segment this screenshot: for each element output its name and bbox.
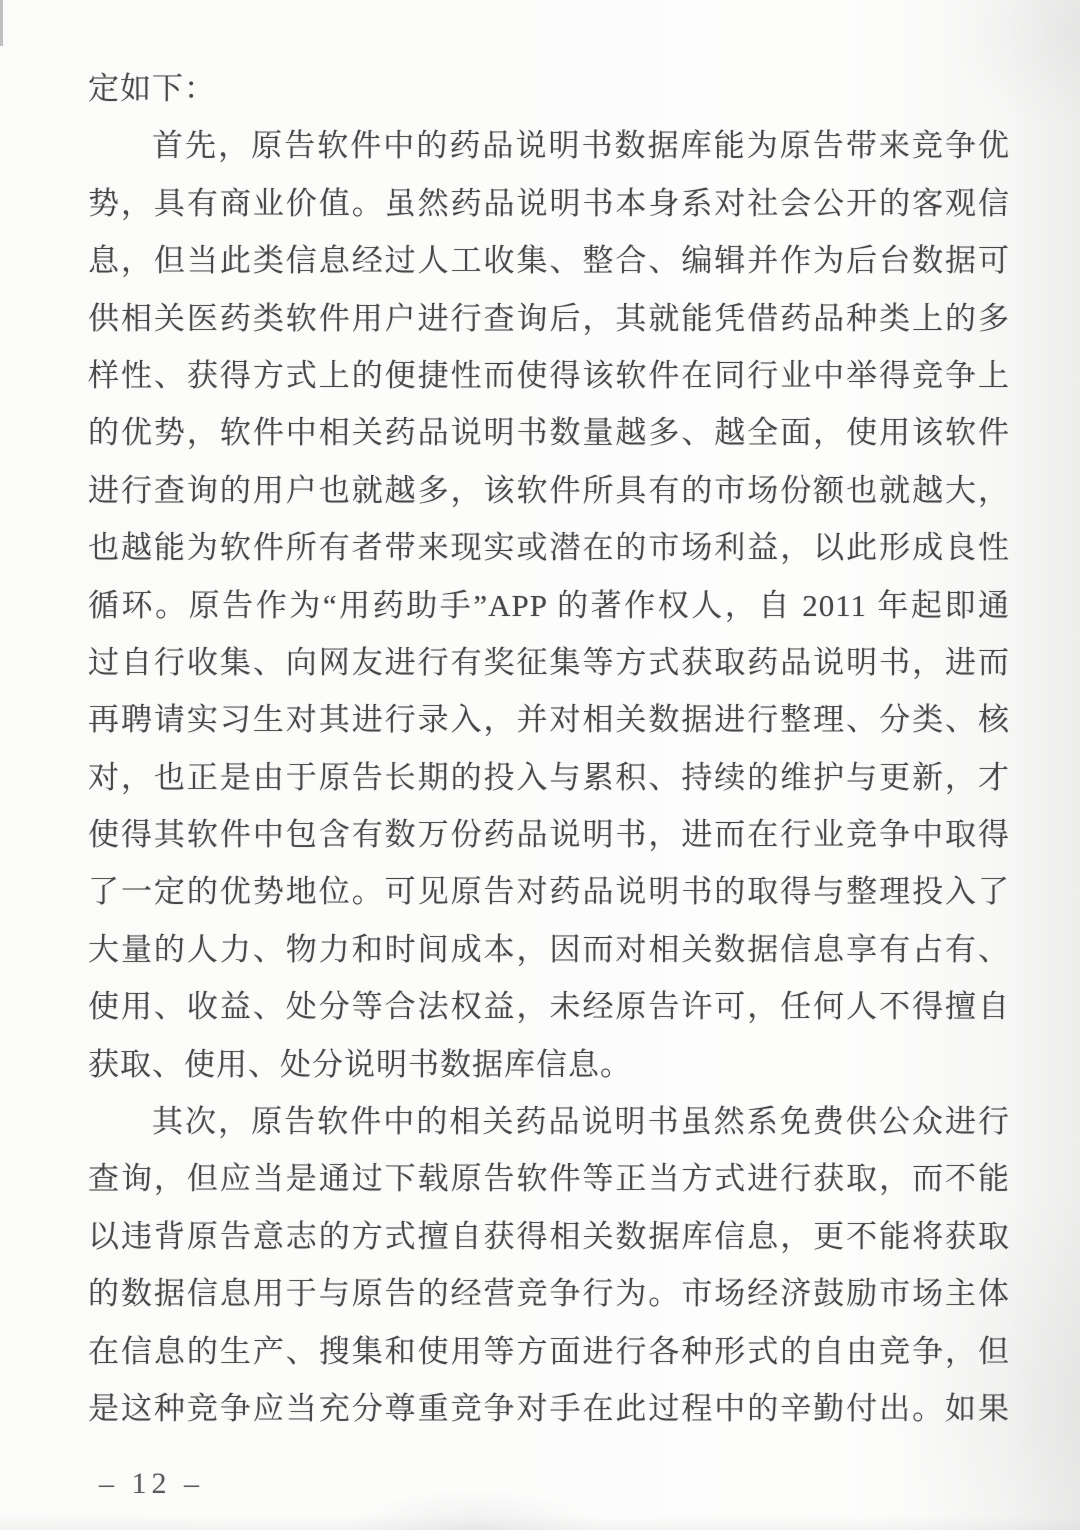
scan-edge-artifact bbox=[0, 0, 3, 46]
text-line: 大量的人力、物力和时间成本，因而对相关数据信息享有占有、 bbox=[88, 931, 1010, 967]
text-line: 使用、收益、处分等合法权益，未经原告许可，任何人不得擅自 bbox=[88, 989, 1010, 1025]
text-line: 在信息的生产、搜集和使用等方面进行各种形式的自由竞争，但 bbox=[88, 1333, 1010, 1369]
text-line: 查询，但应当是通过下载原告软件等正当方式进行获取，而不能 bbox=[88, 1161, 1010, 1197]
text-line: 定如下： bbox=[88, 71, 216, 106]
text-line: 的优势，软件中相关药品说明书数量越多、越全面，使用该软件 bbox=[88, 415, 1010, 451]
text-line: 对，也正是由于原告长期的投入与累积、持续的维护与更新，才 bbox=[88, 759, 1010, 795]
text-line: 过自行收集、向网友进行有奖征集等方式获取药品说明书，进而 bbox=[88, 644, 1010, 680]
text-line: 是这种竞争应当充分尊重竞争对手在此过程中的辛勤付出。如果 bbox=[88, 1390, 1010, 1426]
text-line: 再聘请实习生对其进行录入，并对相关数据进行整理、分类、核 bbox=[88, 702, 1010, 738]
text-line: 息，但当此类信息经过人工收集、整合、编辑并作为后台数据可 bbox=[88, 243, 1010, 279]
text-line: 以违背原告意志的方式擅自获得相关数据库信息，更不能将获取 bbox=[88, 1218, 1010, 1254]
text-line: 获取、使用、处分说明书数据库信息。 bbox=[88, 1046, 632, 1082]
text-line: 了一定的优势地位。可见原告对药品说明书的取得与整理投入了 bbox=[88, 874, 1010, 910]
text-line: 进行查询的用户也就越多，该软件所具有的市场份额也就越大， bbox=[88, 472, 1010, 508]
text-line: 的数据信息用于与原告的经营竞争行为。市场经济鼓励市场主体 bbox=[88, 1276, 1010, 1312]
text-line: 首先，原告软件中的药品说明书数据库能为原告带来竞争优 bbox=[152, 128, 1010, 164]
text-line: 样性、获得方式上的便捷性而使得该软件在同行业中举得竞争上 bbox=[88, 357, 1010, 393]
page-number: – 12 – bbox=[99, 1467, 204, 1500]
scan-shadow bbox=[0, 1516, 1080, 1530]
text-line: 供相关医药类软件用户进行查询后，其就能凭借药品种类上的多 bbox=[88, 300, 1010, 336]
text-line: 循环。原告作为“用药助手”APP 的著作权人，自 2011 年起即通 bbox=[88, 587, 1010, 623]
text-line: 使得其软件中包含有数万份药品说明书，进而在行业竞争中取得 bbox=[88, 817, 1010, 853]
text-line: 势，具有商业价值。虽然药品说明书本身系对社会公开的客观信 bbox=[88, 185, 1010, 221]
text-line: 也越能为软件所有者带来现实或潜在的市场利益，以此形成良性 bbox=[88, 530, 1010, 566]
body-text bbox=[88, 60, 1010, 1437]
text-line: 其次，原告软件中的相关药品说明书虽然系免费供公众进行 bbox=[152, 1104, 1010, 1140]
